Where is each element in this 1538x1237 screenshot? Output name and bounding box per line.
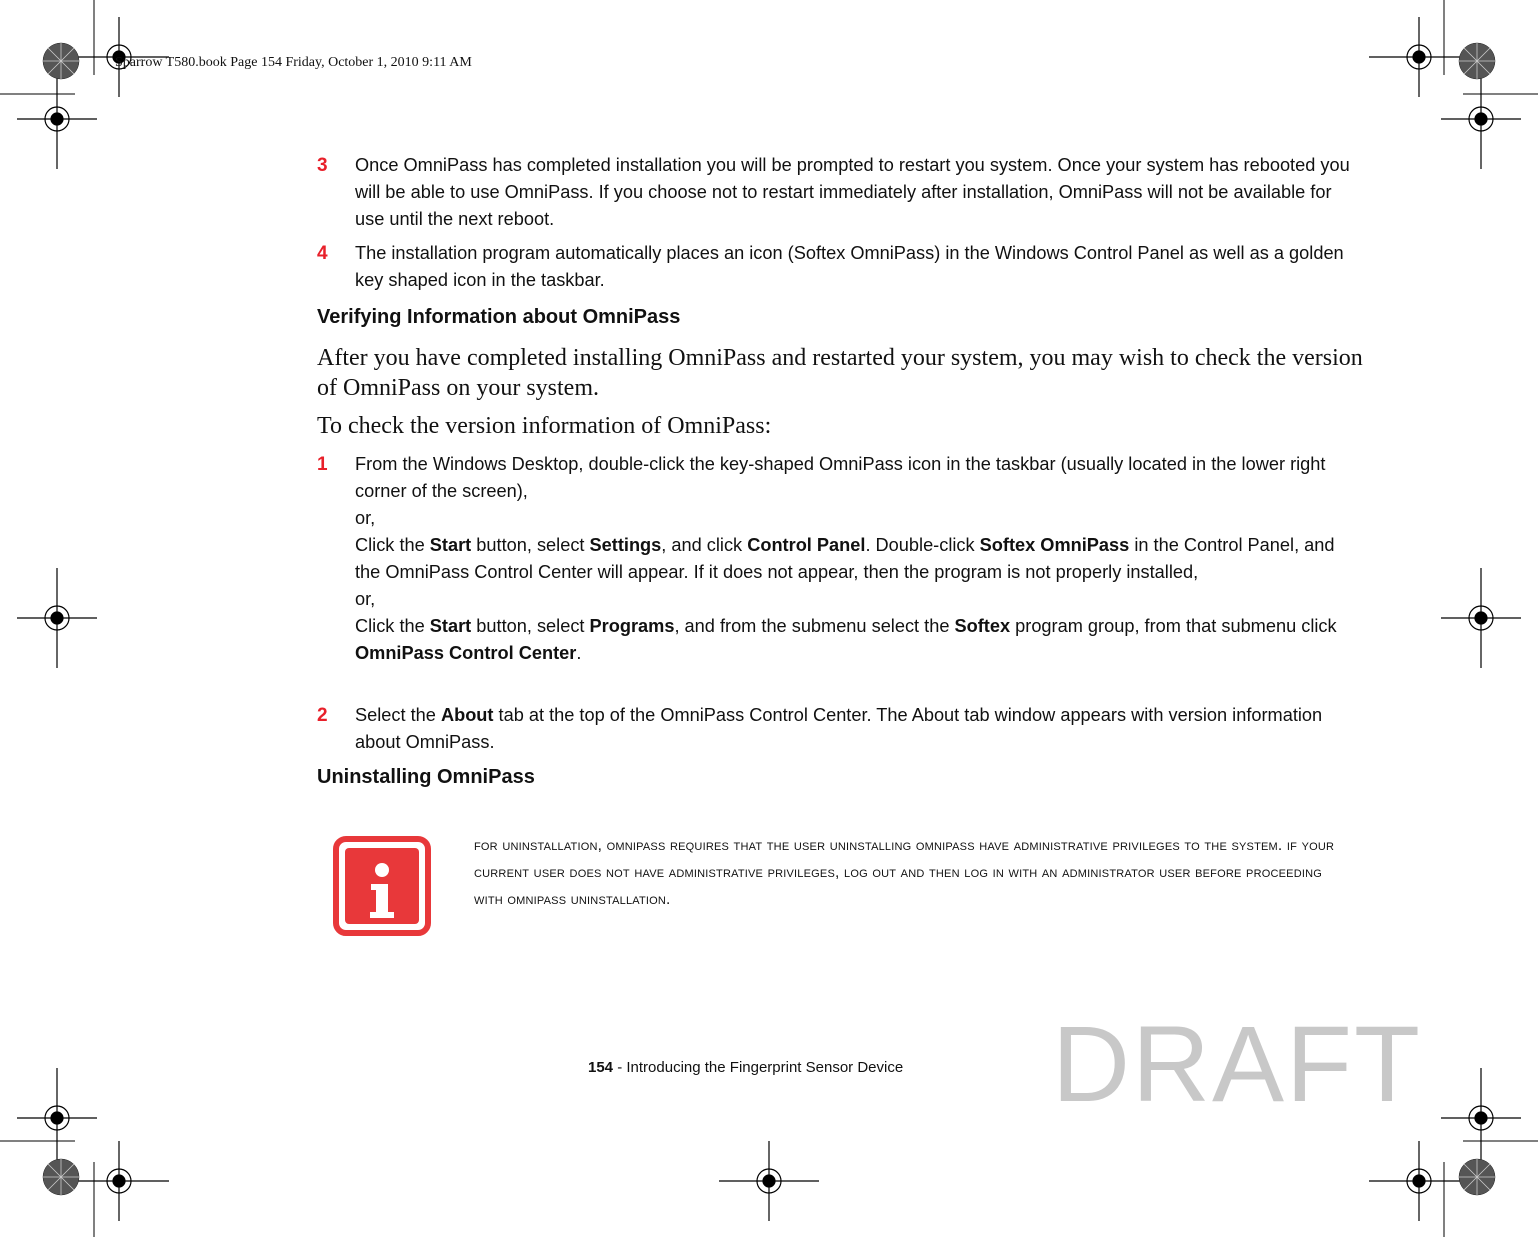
page-number: 154 bbox=[588, 1059, 614, 1076]
step-number: 1 bbox=[317, 454, 328, 475]
step-2 bbox=[317, 702, 1362, 756]
step-text: From the Windows Desktop, double-click the key-shaped OmniPass icon in the taskbar (usually located in the lower right corner of the screen), bbox=[355, 454, 1326, 501]
or-text: or, bbox=[355, 589, 376, 609]
step-text-option-c: Click the Start button, select Programs, and from the submenu select the Softex program group, from that submenu click OmniPass Control Center. bbox=[355, 616, 1337, 663]
verify-paragraph: After you have completed installing OmniPass and restarted your system, you may wish to check the version of OmniPass on your system. bbox=[317, 345, 1363, 401]
section-heading-verify: Verifying Information about OmniPass bbox=[317, 306, 681, 328]
step-number: 2 bbox=[317, 705, 328, 726]
step-4 bbox=[317, 240, 1362, 294]
step-3 bbox=[317, 152, 1362, 233]
chapter-title: Introducing the Fingerprint Sensor Device bbox=[626, 1059, 904, 1076]
step-1 bbox=[317, 451, 1362, 667]
verify-instruction: To check the version information of OmniPass: bbox=[317, 413, 772, 439]
draft-watermark: DRAFT bbox=[1052, 1003, 1422, 1124]
book-header-note: Sparrow T580.book Page 154 Friday, October 1, 2010 9:11 AM bbox=[115, 55, 472, 70]
step-text: Select the About tab at the top of the OmniPass Control Center. The About tab window appears with version information about OmniPass. bbox=[355, 705, 1323, 752]
step-text: Once OmniPass has completed installation you will be prompted to restart you system. Once your system has rebooted you will be able to use OmniPass. If you choose not to restart immediately after installation, OmniPass will not be available for use until the next reboot. bbox=[355, 155, 1350, 229]
section-heading-uninstall: Uninstalling OmniPass bbox=[317, 766, 535, 788]
admin-privileges-note: for uninstallation, omnipass requires that the user uninstalling omnipass have administrative privileges to the system. if your current user does not have administrative privileges, log out and then log in with an administrator user before proceeding with omnipass uninstallation. bbox=[474, 837, 1335, 908]
page-footer: 154 - Introducing the Fingerprint Sensor Device bbox=[588, 1059, 904, 1076]
step-text: The installation program automatically places an icon (Softex OmniPass) in the Windows Control Panel as well as a golden key shaped icon in the taskbar. bbox=[355, 243, 1344, 290]
step-text-option-b: Click the Start button, select Settings, and click Control Panel. Double-click Softex OmniPass in the Control Panel, and the OmniPass Control Center will appear. If it does not appear, then the program is not properly installed, bbox=[355, 535, 1335, 582]
step-number: 4 bbox=[317, 243, 328, 264]
or-text: or, bbox=[355, 508, 376, 528]
info-icon bbox=[333, 836, 431, 936]
step-number: 3 bbox=[317, 155, 328, 176]
